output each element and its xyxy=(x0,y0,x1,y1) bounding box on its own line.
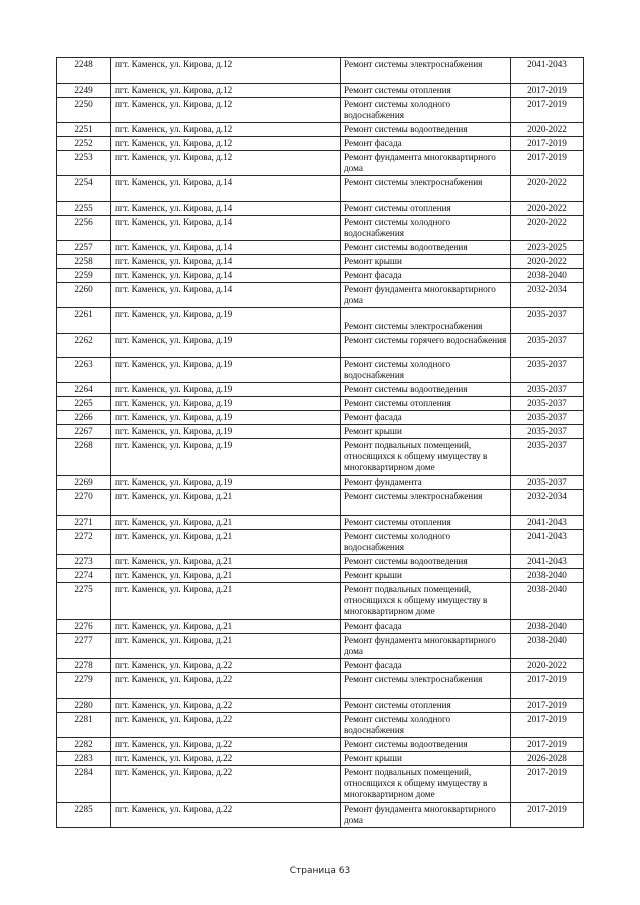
work-type-cell: Ремонт системы холодного водоснабжения xyxy=(341,98,511,123)
address-cell: пгт. Каменск, ул. Кирова, д.19 xyxy=(111,383,341,397)
table-row xyxy=(57,476,584,490)
row-number-cell: 2258 xyxy=(57,255,111,269)
address-cell: пгт. Каменск, ул. Кирова, д.21 xyxy=(111,530,341,555)
work-type-cell: Ремонт системы отопления xyxy=(341,397,511,411)
period-cell: 2035-2037 xyxy=(511,411,584,425)
table-row xyxy=(57,620,584,634)
row-number-cell: 2265 xyxy=(57,397,111,411)
period-cell: 2038-2040 xyxy=(511,569,584,583)
row-number-cell: 2255 xyxy=(57,202,111,216)
table-row xyxy=(57,58,584,84)
address-cell: пгт. Каменск, ул. Кирова, д.14 xyxy=(111,283,341,308)
row-number-cell: 2257 xyxy=(57,241,111,255)
table-row xyxy=(57,397,584,411)
table-row xyxy=(57,569,584,583)
table-row xyxy=(57,699,584,713)
table-row xyxy=(57,98,584,123)
work-type-cell: Ремонт системы отопления xyxy=(341,699,511,713)
row-number-cell: 2270 xyxy=(57,490,111,516)
work-type-cell: Ремонт крыши xyxy=(341,569,511,583)
table-row xyxy=(57,516,584,530)
work-type-cell: Ремонт фундамента многоквартирного дома xyxy=(341,283,511,308)
table-row xyxy=(57,673,584,699)
period-cell: 2026-2028 xyxy=(511,752,584,766)
work-type-cell: Ремонт фасада xyxy=(341,269,511,283)
row-number-cell: 2279 xyxy=(57,673,111,699)
address-cell: пгт. Каменск, ул. Кирова, д.12 xyxy=(111,58,341,84)
address-cell: пгт. Каменск, ул. Кирова, д.14 xyxy=(111,202,341,216)
work-type-cell: Ремонт подвальных помещений, относящихся к общему имуществу в многоквартирном доме xyxy=(341,583,511,620)
row-number-cell: 2276 xyxy=(57,620,111,634)
period-cell: 2017-2019 xyxy=(511,713,584,738)
table-row xyxy=(57,123,584,137)
work-type-cell: Ремонт системы водоотведения xyxy=(341,241,511,255)
period-cell: 2041-2043 xyxy=(511,555,584,569)
address-cell: пгт. Каменск, ул. Кирова, д.14 xyxy=(111,269,341,283)
table-row xyxy=(57,583,584,620)
table-row xyxy=(57,766,584,803)
address-cell: пгт. Каменск, ул. Кирова, д.12 xyxy=(111,123,341,137)
period-cell: 2035-2037 xyxy=(511,439,584,476)
work-type-cell: Ремонт системы отопления xyxy=(341,516,511,530)
row-number-cell: 2272 xyxy=(57,530,111,555)
row-number-cell: 2252 xyxy=(57,137,111,151)
address-cell: пгт. Каменск, ул. Кирова, д.12 xyxy=(111,151,341,176)
address-cell: пгт. Каменск, ул. Кирова, д.21 xyxy=(111,620,341,634)
table-row xyxy=(57,555,584,569)
page-number: Страница 63 xyxy=(289,866,351,876)
table-row xyxy=(57,803,584,828)
period-cell: 2035-2037 xyxy=(511,308,584,334)
period-cell: 2017-2019 xyxy=(511,803,584,828)
address-cell: пгт. Каменск, ул. Кирова, д.22 xyxy=(111,766,341,803)
work-type-cell: Ремонт системы электроснабжения xyxy=(341,673,511,699)
row-number-cell: 2264 xyxy=(57,383,111,397)
period-cell: 2038-2040 xyxy=(511,620,584,634)
address-cell: пгт. Каменск, ул. Кирова, д.19 xyxy=(111,397,341,411)
period-cell: 2041-2043 xyxy=(511,530,584,555)
address-cell: пгт. Каменск, ул. Кирова, д.19 xyxy=(111,411,341,425)
row-number-cell: 2268 xyxy=(57,439,111,476)
work-type-cell: Ремонт крыши xyxy=(341,752,511,766)
row-number-cell: 2281 xyxy=(57,713,111,738)
address-cell: пгт. Каменск, ул. Кирова, д.12 xyxy=(111,84,341,98)
row-number-cell: 2249 xyxy=(57,84,111,98)
address-cell: пгт. Каменск, ул. Кирова, д.21 xyxy=(111,583,341,620)
row-number-cell: 2277 xyxy=(57,634,111,659)
row-number-cell: 2280 xyxy=(57,699,111,713)
row-number-cell: 2263 xyxy=(57,358,111,383)
period-cell: 2035-2037 xyxy=(511,425,584,439)
row-number-cell: 2284 xyxy=(57,766,111,803)
row-number-cell: 2269 xyxy=(57,476,111,490)
address-cell: пгт. Каменск, ул. Кирова, д.19 xyxy=(111,358,341,383)
address-cell: пгт. Каменск, ул. Кирова, д.19 xyxy=(111,308,341,334)
row-number-cell: 2278 xyxy=(57,659,111,673)
work-type-cell: Ремонт системы водоотведения xyxy=(341,738,511,752)
table-row xyxy=(57,490,584,516)
period-cell: 2020-2022 xyxy=(511,202,584,216)
address-cell: пгт. Каменск, ул. Кирова, д.14 xyxy=(111,241,341,255)
period-cell: 2020-2022 xyxy=(511,176,584,202)
work-type-cell: Ремонт фундамента многоквартирного дома xyxy=(341,803,511,828)
work-type-cell: Ремонт фасада xyxy=(341,137,511,151)
table-row xyxy=(57,530,584,555)
period-cell: 2017-2019 xyxy=(511,151,584,176)
row-number-cell: 2266 xyxy=(57,411,111,425)
table-row xyxy=(57,411,584,425)
period-cell: 2032-2034 xyxy=(511,283,584,308)
address-cell: пгт. Каменск, ул. Кирова, д.22 xyxy=(111,659,341,673)
table-row xyxy=(57,202,584,216)
address-cell: пгт. Каменск, ул. Кирова, д.22 xyxy=(111,738,341,752)
table-row xyxy=(57,241,584,255)
address-cell: пгт. Каменск, ул. Кирова, д.22 xyxy=(111,673,341,699)
address-cell: пгт. Каменск, ул. Кирова, д.22 xyxy=(111,803,341,828)
period-cell: 2035-2037 xyxy=(511,397,584,411)
address-cell: пгт. Каменск, ул. Кирова, д.19 xyxy=(111,476,341,490)
work-type-cell: Ремонт фундамента многоквартирного дома xyxy=(341,151,511,176)
address-cell: пгт. Каменск, ул. Кирова, д.21 xyxy=(111,634,341,659)
row-number-cell: 2248 xyxy=(57,58,111,84)
address-cell: пгт. Каменск, ул. Кирова, д.12 xyxy=(111,98,341,123)
period-cell: 2041-2043 xyxy=(511,516,584,530)
address-cell: пгт. Каменск, ул. Кирова, д.19 xyxy=(111,334,341,358)
table-row xyxy=(57,738,584,752)
table-row xyxy=(57,425,584,439)
period-cell: 2017-2019 xyxy=(511,738,584,752)
address-cell: пгт. Каменск, ул. Кирова, д.21 xyxy=(111,490,341,516)
row-number-cell: 2251 xyxy=(57,123,111,137)
row-number-cell: 2273 xyxy=(57,555,111,569)
address-cell: пгт. Каменск, ул. Кирова, д.22 xyxy=(111,752,341,766)
table-body xyxy=(57,58,584,828)
table-row xyxy=(57,283,584,308)
work-type-cell: Ремонт системы электроснабжения xyxy=(341,176,511,202)
period-cell: 2017-2019 xyxy=(511,766,584,803)
work-type-cell: Ремонт фасада xyxy=(341,659,511,673)
work-type-cell: Ремонт системы водоотведения xyxy=(341,555,511,569)
work-type-cell: Ремонт системы электроснабжения xyxy=(341,58,511,84)
row-number-cell: 2253 xyxy=(57,151,111,176)
period-cell: 2035-2037 xyxy=(511,358,584,383)
work-type-cell: Ремонт системы холодного водоснабжения xyxy=(341,530,511,555)
address-cell: пгт. Каменск, ул. Кирова, д.22 xyxy=(111,699,341,713)
period-cell: 2020-2022 xyxy=(511,123,584,137)
period-cell: 2020-2022 xyxy=(511,255,584,269)
work-type-cell: Ремонт подвальных помещений, относящихся к общему имуществу в многоквартирном доме xyxy=(341,766,511,803)
period-cell: 2017-2019 xyxy=(511,699,584,713)
row-number-cell: 2256 xyxy=(57,216,111,241)
period-cell: 2035-2037 xyxy=(511,383,584,397)
table-row xyxy=(57,151,584,176)
period-cell: 2017-2019 xyxy=(511,84,584,98)
row-number-cell: 2254 xyxy=(57,176,111,202)
row-number-cell: 2262 xyxy=(57,334,111,358)
table-row xyxy=(57,358,584,383)
table-row xyxy=(57,269,584,283)
work-type-cell: Ремонт системы отопления xyxy=(341,84,511,98)
period-cell: 2017-2019 xyxy=(511,98,584,123)
work-type-cell: Ремонт фасада xyxy=(341,411,511,425)
work-type-cell: Ремонт крыши xyxy=(341,255,511,269)
table-row xyxy=(57,752,584,766)
row-number-cell: 2267 xyxy=(57,425,111,439)
row-number-cell: 2259 xyxy=(57,269,111,283)
row-number-cell: 2274 xyxy=(57,569,111,583)
work-type-cell: Ремонт системы водоотведения xyxy=(341,123,511,137)
table-row xyxy=(57,659,584,673)
table-row xyxy=(57,334,584,358)
address-cell: пгт. Каменск, ул. Кирова, д.19 xyxy=(111,425,341,439)
work-type-cell: Ремонт системы водоотведения xyxy=(341,383,511,397)
table-row xyxy=(57,439,584,476)
table-row xyxy=(57,255,584,269)
table-row xyxy=(57,84,584,98)
work-type-cell: Ремонт подвальных помещений, относящихся к общему имуществу в многоквартирном доме xyxy=(341,439,511,476)
address-cell: пгт. Каменск, ул. Кирова, д.14 xyxy=(111,216,341,241)
work-type-cell: Ремонт системы горячего водоснабжения xyxy=(341,334,511,358)
row-number-cell: 2260 xyxy=(57,283,111,308)
address-cell: пгт. Каменск, ул. Кирова, д.22 xyxy=(111,713,341,738)
work-type-cell: Ремонт системы электроснабжения xyxy=(341,308,511,334)
row-number-cell: 2282 xyxy=(57,738,111,752)
repair-schedule-table xyxy=(56,57,584,828)
work-type-cell: Ремонт системы электроснабжения xyxy=(341,490,511,516)
address-cell: пгт. Каменск, ул. Кирова, д.12 xyxy=(111,137,341,151)
work-type-cell: Ремонт системы холодного водоснабжения xyxy=(341,713,511,738)
row-number-cell: 2250 xyxy=(57,98,111,123)
row-number-cell: 2275 xyxy=(57,583,111,620)
work-type-cell: Ремонт фасада xyxy=(341,620,511,634)
row-number-cell: 2261 xyxy=(57,308,111,334)
period-cell: 2023-2025 xyxy=(511,241,584,255)
period-cell: 2020-2022 xyxy=(511,659,584,673)
period-cell: 2038-2040 xyxy=(511,269,584,283)
address-cell: пгт. Каменск, ул. Кирова, д.21 xyxy=(111,516,341,530)
work-type-cell: Ремонт фундамента многоквартирного дома xyxy=(341,634,511,659)
address-cell: пгт. Каменск, ул. Кирова, д.21 xyxy=(111,555,341,569)
table-row xyxy=(57,634,584,659)
row-number-cell: 2271 xyxy=(57,516,111,530)
table-row xyxy=(57,713,584,738)
period-cell: 2041-2043 xyxy=(511,58,584,84)
period-cell: 2032-2034 xyxy=(511,490,584,516)
period-cell: 2038-2040 xyxy=(511,583,584,620)
table-row xyxy=(57,216,584,241)
table-row xyxy=(57,308,584,334)
work-type-cell: Ремонт крыши xyxy=(341,425,511,439)
address-cell: пгт. Каменск, ул. Кирова, д.19 xyxy=(111,439,341,476)
row-number-cell: 2285 xyxy=(57,803,111,828)
work-type-cell: Ремонт системы холодного водоснабжения xyxy=(341,216,511,241)
period-cell: 2035-2037 xyxy=(511,476,584,490)
period-cell: 2035-2037 xyxy=(511,334,584,358)
work-type-cell: Ремонт системы отопления xyxy=(341,202,511,216)
row-number-cell: 2283 xyxy=(57,752,111,766)
address-cell: пгт. Каменск, ул. Кирова, д.14 xyxy=(111,255,341,269)
period-cell: 2017-2019 xyxy=(511,673,584,699)
work-type-cell: Ремонт фундамента xyxy=(341,476,511,490)
table-row xyxy=(57,383,584,397)
period-cell: 2020-2022 xyxy=(511,216,584,241)
period-cell: 2038-2040 xyxy=(511,634,584,659)
period-cell: 2017-2019 xyxy=(511,137,584,151)
address-cell: пгт. Каменск, ул. Кирова, д.21 xyxy=(111,569,341,583)
work-type-cell: Ремонт системы холодного водоснабжения xyxy=(341,358,511,383)
address-cell: пгт. Каменск, ул. Кирова, д.14 xyxy=(111,176,341,202)
table-row xyxy=(57,137,584,151)
table-row xyxy=(57,176,584,202)
